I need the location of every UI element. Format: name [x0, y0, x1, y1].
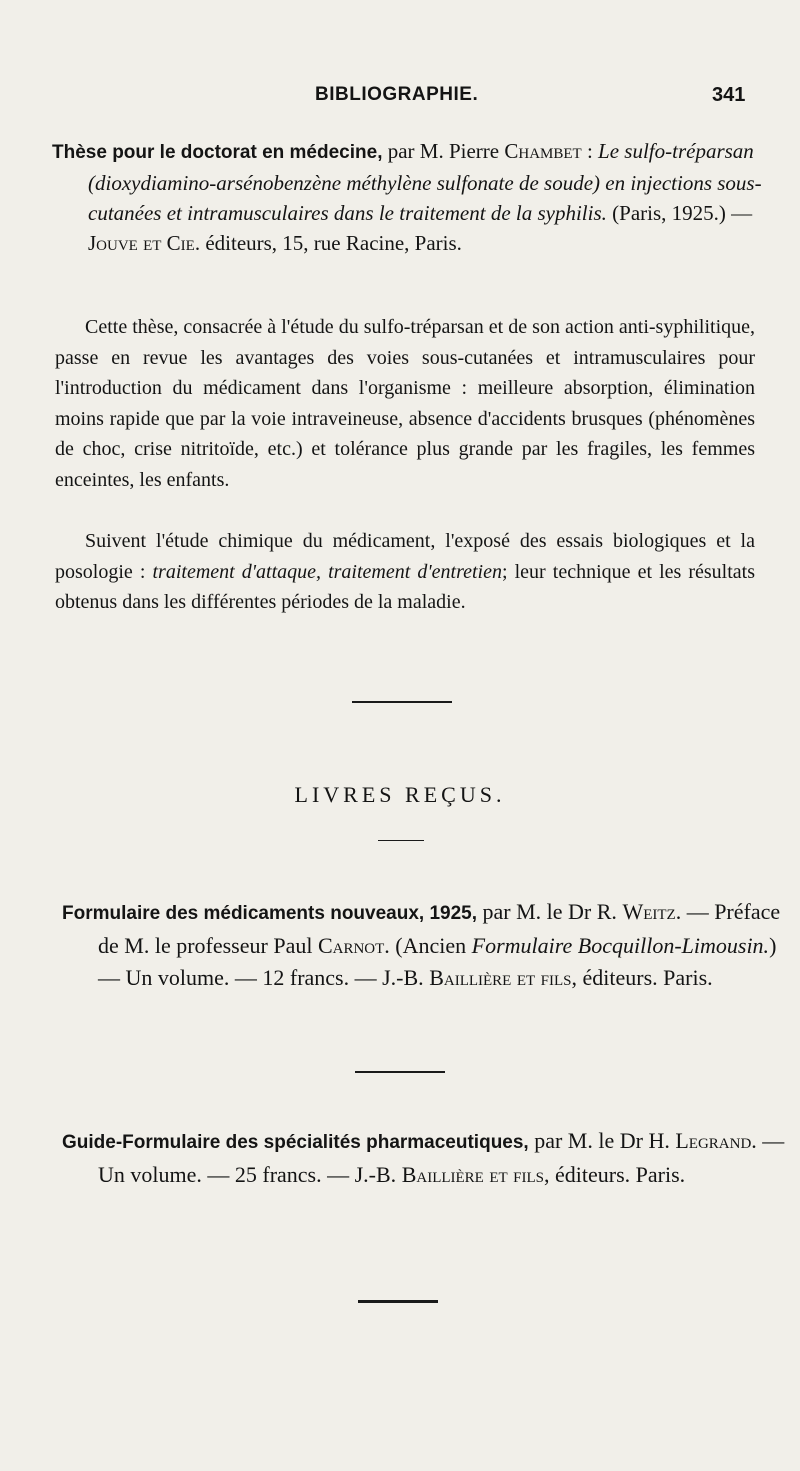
review-paragraph-2 — [55, 526, 755, 618]
review-subject: Le sulfo-tréparsan (dioxydiamino-arsénobenzène méthylène sulfonate de soude) en injections sous-cutanées et intramusculaires dans le traitement de la syphilis. — [88, 139, 762, 225]
review-entry — [52, 136, 798, 258]
section-heading: LIVRES REÇUS. — [294, 782, 506, 807]
review-place-year: (Paris, 1925.) — [612, 201, 726, 225]
book-2-author: Legrand — [675, 1128, 752, 1153]
heading-underline-rule — [378, 840, 424, 841]
book-2-title: Guide-Formulaire des spécialités pharmaceutiques, — [62, 1132, 529, 1153]
section-divider-rule — [352, 701, 452, 703]
book-1-text-3: . (Ancien — [384, 933, 467, 958]
review-publisher-tail: . éditeurs, 15, rue Racine, Paris. — [194, 231, 462, 255]
review-colon: : — [586, 139, 593, 163]
book-2-publisher: Baillière et fils — [401, 1162, 545, 1187]
book-1-text-2: . — Préface de M. le professeur Paul — [98, 899, 781, 958]
review-publisher: Jouve et Cie — [88, 231, 195, 255]
paragraph-2-italic: traitement d'attaque, traitement d'entretien — [152, 560, 502, 583]
paragraph-2-start: Suivent l'étude chimique du médicament, l'exposé des essais biologiques et la posologie : — [55, 530, 755, 583]
book-1-author-2: Carnot — [317, 933, 385, 958]
page-number: 341 — [712, 84, 746, 106]
book-1-text-1: par M. le Dr R. — [482, 899, 617, 924]
running-head — [0, 84, 800, 114]
book-1-text-4: ) — Un volume. — 12 francs. — J.-B. — [98, 933, 777, 990]
book-2-text-2: . — Un volume. — 25 francs. — J.-B. — [98, 1128, 785, 1187]
book-2-text-1: par M. le Dr H. — [534, 1128, 670, 1153]
book-1-title: Formulaire des médicaments nouveaux, 1925, — [62, 903, 478, 924]
review-title: Thèse pour le doctorat en médecine, — [52, 142, 383, 163]
running-head-title: BIBLIOGRAPHIE. — [315, 84, 479, 105]
review-paragraph-1: Cette thèse, consacrée à l'étude du sulfo-tréparsan et de son action anti-syphilitique, passe en revue les avantages des voies sous-cutanées et intramusculaires pour l'introduction du médicament dans l'organisme : meilleure absorption, élimination moins rapide que par la voie intraveineuse, absence d'accidents brusques (phénomènes de choc, crise nitritoïde, etc.) et tolérance plus grande par les fragiles, les femmes enceintes, les enfants. — [55, 316, 755, 491]
book-divider-rule — [355, 1071, 445, 1073]
book-2-text-3: , éditeurs. Paris. — [544, 1162, 686, 1187]
review-author-name: Chambet — [504, 139, 582, 163]
book-1-publisher: Baillière et fils — [429, 965, 572, 990]
book-1-author: Weitz — [622, 899, 676, 924]
book-entry-2 — [62, 1125, 798, 1191]
paragraph-2-end: ; leur technique et les résultats obtenus dans les différentes périodes de la maladie. — [55, 560, 756, 613]
book-1-italic: Formulaire Bocquillon-Limousin. — [471, 933, 770, 958]
book-entry-1 — [62, 896, 798, 994]
review-author-prefix: par M. Pierre — [387, 139, 500, 163]
end-rule — [358, 1300, 438, 1303]
review-dash: — — [731, 201, 753, 225]
book-1-text-5: , éditeurs. Paris. — [571, 965, 713, 990]
